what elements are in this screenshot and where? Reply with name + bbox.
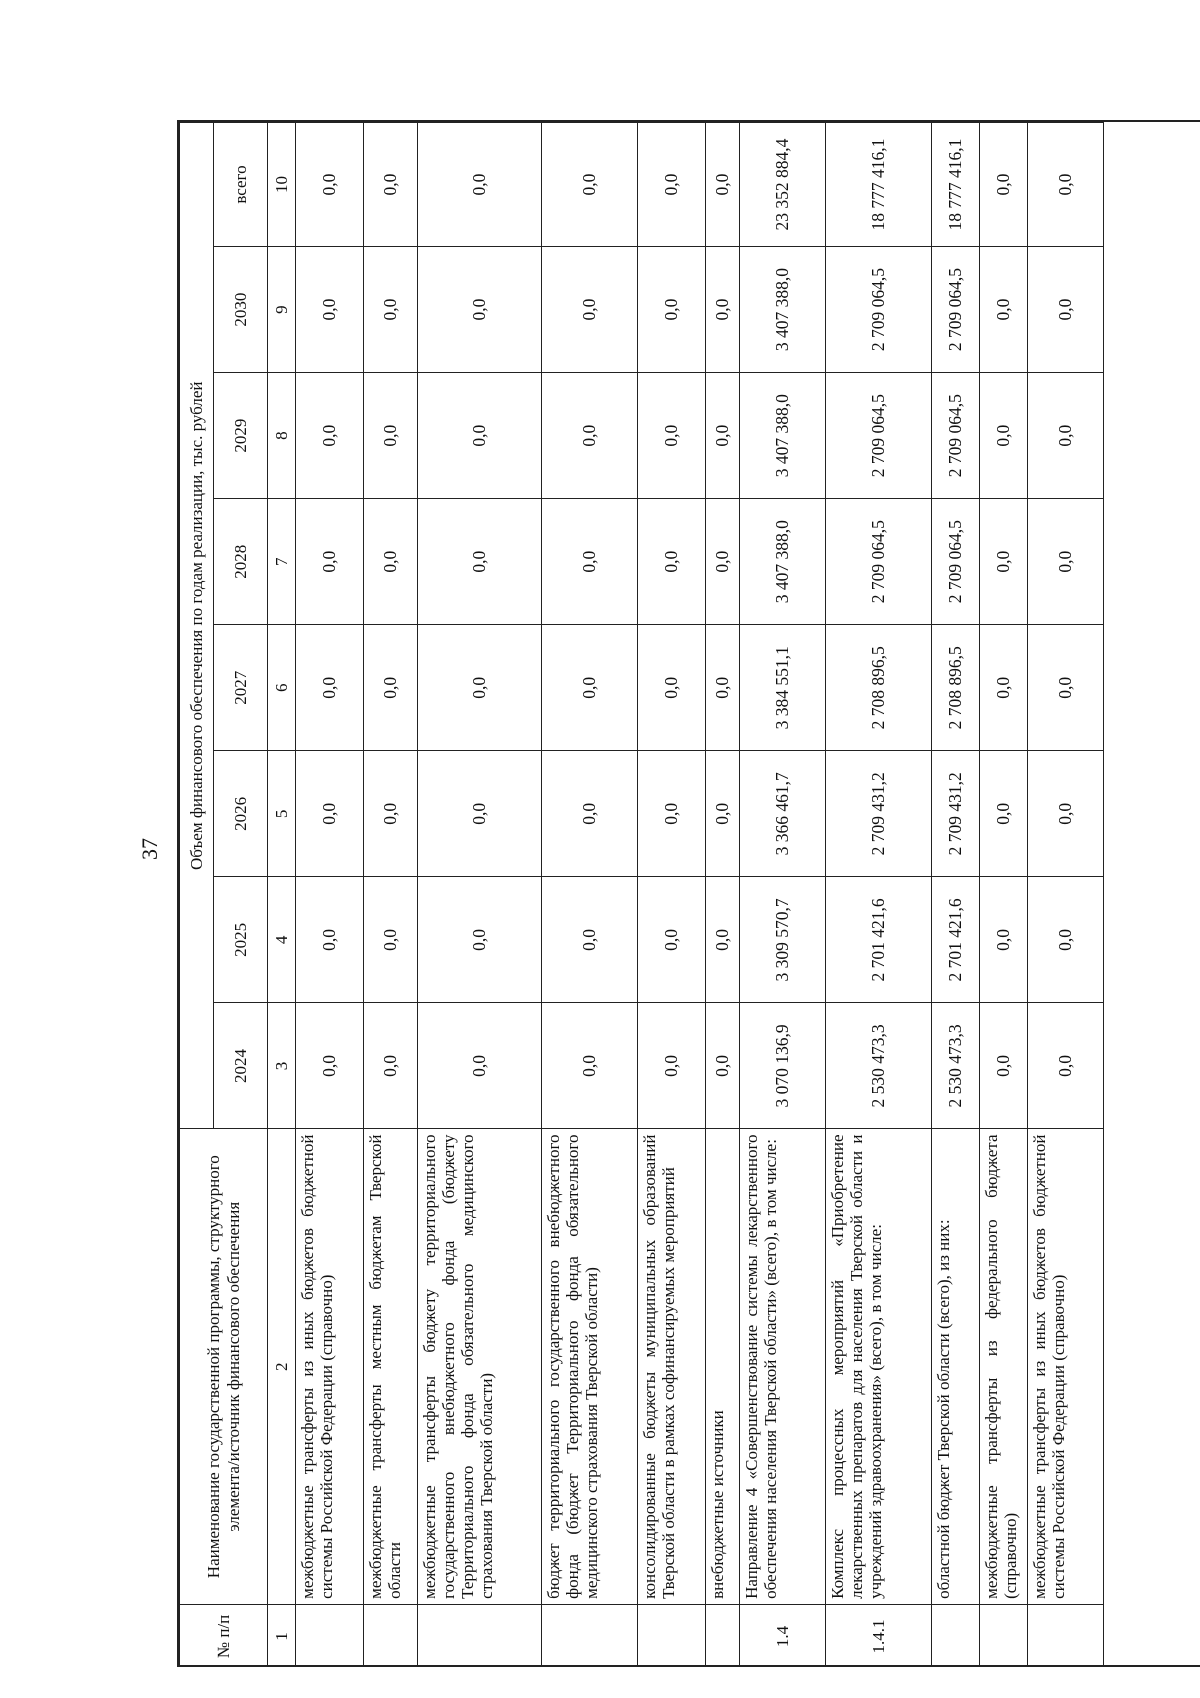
column-number: 4 — [268, 877, 296, 1003]
budget-table-frame — [177, 120, 1200, 1667]
row-year-value: 0,0 — [706, 499, 740, 625]
row-year-value: 0,0 — [706, 877, 740, 1003]
table-row — [740, 123, 826, 1668]
row-year-value: 0,0 — [542, 373, 638, 499]
column-number: 7 — [268, 499, 296, 625]
row-year-value: 0,0 — [706, 247, 740, 373]
header-year: 2029 — [214, 373, 268, 499]
row-year-value: 0,0 — [418, 877, 542, 1003]
header-year: 2026 — [214, 751, 268, 877]
row-year-value: 0,0 — [418, 373, 542, 499]
row-year-value: 3 309 570,7 — [740, 877, 826, 1003]
row-year-value: 0,0 — [364, 247, 418, 373]
row-code — [932, 1604, 980, 1667]
row-year-value: 0,0 — [296, 625, 364, 751]
header-year: 2024 — [214, 1003, 268, 1129]
table-row — [706, 123, 740, 1668]
row-year-value: 3 070 136,9 — [740, 1003, 826, 1129]
column-number: 8 — [268, 373, 296, 499]
row-year-value: 0,0 — [1028, 625, 1104, 751]
row-code — [1028, 1604, 1104, 1667]
column-number: 3 — [268, 1003, 296, 1129]
row-year-value: 0,0 — [542, 877, 638, 1003]
table-row — [418, 123, 542, 1668]
row-year-value: 2 708 896,5 — [932, 625, 980, 751]
row-total-value: 0,0 — [706, 123, 740, 247]
row-year-value: 0,0 — [542, 625, 638, 751]
row-total-value: 18 777 416,1 — [826, 123, 932, 247]
table-row — [826, 123, 932, 1668]
financing-table — [179, 122, 1104, 1667]
row-year-value: 0,0 — [542, 751, 638, 877]
page-number: 37 — [137, 838, 162, 860]
row-year-value: 0,0 — [638, 751, 706, 877]
row-year-value: 0,0 — [638, 877, 706, 1003]
table-row — [542, 123, 638, 1668]
row-year-value: 0,0 — [706, 625, 740, 751]
row-year-value: 0,0 — [418, 751, 542, 877]
row-year-value: 0,0 — [296, 751, 364, 877]
column-number: 1 — [268, 1604, 296, 1667]
row-name: межбюджетные трансферты из федерального бюджета (справочно) — [980, 1129, 1028, 1604]
row-year-value: 0,0 — [418, 1003, 542, 1129]
row-year-value: 0,0 — [418, 499, 542, 625]
row-name: бюджет территориального государственного внебюджетного фонда (бюджет Территориального фонда обязательного медицинского страхования Тверской области) — [542, 1129, 638, 1604]
row-year-value: 0,0 — [638, 499, 706, 625]
header-year: 2028 — [214, 499, 268, 625]
row-year-value: 0,0 — [364, 1003, 418, 1129]
row-year-value: 0,0 — [1028, 247, 1104, 373]
row-year-value: 0,0 — [1028, 499, 1104, 625]
row-year-value: 0,0 — [542, 247, 638, 373]
row-total-value: 0,0 — [1028, 123, 1104, 247]
row-year-value: 0,0 — [1028, 877, 1104, 1003]
column-number: 2 — [268, 1129, 296, 1604]
row-code — [296, 1604, 364, 1667]
row-name: Направление 4 «Совершенствование системы лекарственного обеспечения населения Тверской области» (всего), в том числе: — [740, 1129, 826, 1604]
row-year-value: 3 384 551,1 — [740, 625, 826, 751]
row-name: межбюджетные трансферты из иных бюджетов бюджетной системы Российской Федерации (справочно) — [1028, 1129, 1104, 1604]
row-total-value: 0,0 — [980, 123, 1028, 247]
row-year-value: 0,0 — [418, 247, 542, 373]
column-number: 10 — [268, 123, 296, 247]
row-year-value: 0,0 — [706, 373, 740, 499]
header-year: 2030 — [214, 247, 268, 373]
row-year-value: 3 407 388,0 — [740, 373, 826, 499]
table-row — [932, 123, 980, 1668]
rotated-table — [179, 122, 1200, 1667]
row-year-value: 0,0 — [980, 247, 1028, 373]
row-name: межбюджетные трансферты из иных бюджетов бюджетной системы Российской Федерации (справочно) — [296, 1129, 364, 1604]
header-year: 2027 — [214, 625, 268, 751]
row-year-value: 2 709 431,2 — [826, 751, 932, 877]
row-year-value: 0,0 — [364, 625, 418, 751]
row-year-value: 0,0 — [364, 877, 418, 1003]
row-year-value: 0,0 — [542, 1003, 638, 1129]
table-row — [1028, 123, 1104, 1668]
row-year-value: 0,0 — [364, 499, 418, 625]
row-name: Комплекс процессных мероприятий «Приобретение лекарственных препаратов для населения Тверской области и учреждений здравоохранения» (всего), в том числе: — [826, 1129, 932, 1604]
row-year-value: 0,0 — [364, 751, 418, 877]
row-year-value: 2 701 421,6 — [932, 877, 980, 1003]
row-year-value: 0,0 — [1028, 751, 1104, 877]
row-code: 1.4 — [740, 1604, 826, 1667]
row-year-value: 0,0 — [1028, 1003, 1104, 1129]
row-code — [418, 1604, 542, 1667]
row-year-value: 2 701 421,6 — [826, 877, 932, 1003]
row-year-value: 2 709 064,5 — [932, 247, 980, 373]
column-number: 6 — [268, 625, 296, 751]
row-code — [364, 1604, 418, 1667]
header-name: Наименование государственной программы, структурного элемента/источник финансового обеспечения — [180, 1129, 268, 1604]
row-year-value: 0,0 — [296, 247, 364, 373]
row-year-value: 0,0 — [638, 625, 706, 751]
table-row — [364, 123, 418, 1668]
column-numbers-row — [268, 123, 296, 1668]
row-year-value: 0,0 — [638, 247, 706, 373]
row-year-value: 2 709 064,5 — [826, 373, 932, 499]
row-year-value: 0,0 — [706, 1003, 740, 1129]
row-year-value: 0,0 — [364, 373, 418, 499]
row-year-value: 0,0 — [638, 373, 706, 499]
header-total: всего — [214, 123, 268, 247]
header-year: 2025 — [214, 877, 268, 1003]
row-code — [706, 1604, 740, 1667]
row-year-value: 3 407 388,0 — [740, 247, 826, 373]
row-year-value: 0,0 — [296, 373, 364, 499]
table-row — [638, 123, 706, 1668]
column-number: 5 — [268, 751, 296, 877]
row-year-value: 0,0 — [980, 1003, 1028, 1129]
row-year-value: 0,0 — [1028, 373, 1104, 499]
row-name: межбюджетные трансферты бюджету территориального государственного внебюджетного фонда (бюджету Территориального фонда обязательного медицинского страхования Тверской области) — [418, 1129, 542, 1604]
row-year-value: 0,0 — [418, 625, 542, 751]
row-total-value: 0,0 — [418, 123, 542, 247]
row-name: межбюджетные трансферты местным бюджетам Тверской области — [364, 1129, 418, 1604]
row-name: консолидированные бюджеты муниципальных образований Тверской области в рамках софинансируемых мероприятий — [638, 1129, 706, 1604]
row-code — [980, 1604, 1028, 1667]
row-year-value: 3 366 461,7 — [740, 751, 826, 877]
row-total-value: 0,0 — [638, 123, 706, 247]
row-code — [638, 1604, 706, 1667]
row-year-value: 2 709 064,5 — [826, 247, 932, 373]
row-total-value: 18 777 416,1 — [932, 123, 980, 247]
row-total-value: 0,0 — [296, 123, 364, 247]
table-row — [296, 123, 364, 1668]
column-number: 9 — [268, 247, 296, 373]
header-num: № п/п — [180, 1604, 268, 1667]
row-year-value: 2 530 473,3 — [826, 1003, 932, 1129]
row-year-value: 0,0 — [542, 499, 638, 625]
row-year-value: 0,0 — [706, 751, 740, 877]
row-total-value: 23 352 884,4 — [740, 123, 826, 247]
row-year-value: 0,0 — [980, 625, 1028, 751]
row-year-value: 0,0 — [296, 1003, 364, 1129]
table-row — [980, 123, 1028, 1668]
row-name: областной бюджет Тверской области (всего), из них: — [932, 1129, 980, 1604]
row-year-value: 0,0 — [980, 499, 1028, 625]
row-year-value: 2 708 896,5 — [826, 625, 932, 751]
row-year-value: 2 530 473,3 — [932, 1003, 980, 1129]
row-year-value: 0,0 — [980, 877, 1028, 1003]
row-total-value: 0,0 — [364, 123, 418, 247]
row-year-value: 2 709 064,5 — [932, 373, 980, 499]
row-code: 1.4.1 — [826, 1604, 932, 1667]
row-year-value: 0,0 — [296, 499, 364, 625]
row-year-value: 0,0 — [980, 751, 1028, 877]
header-volume: Объем финансового обеспечения по годам реализации, тыс. рублей — [180, 123, 214, 1130]
row-year-value: 0,0 — [980, 373, 1028, 499]
row-year-value: 2 709 064,5 — [826, 499, 932, 625]
row-year-value: 0,0 — [296, 877, 364, 1003]
row-name: внебюджетные источники — [706, 1129, 740, 1604]
row-year-value: 2 709 431,2 — [932, 751, 980, 877]
row-total-value: 0,0 — [542, 123, 638, 247]
row-year-value: 3 407 388,0 — [740, 499, 826, 625]
row-year-value: 0,0 — [638, 1003, 706, 1129]
header-row-1 — [180, 123, 214, 1668]
row-year-value: 2 709 064,5 — [932, 499, 980, 625]
row-code — [542, 1604, 638, 1667]
